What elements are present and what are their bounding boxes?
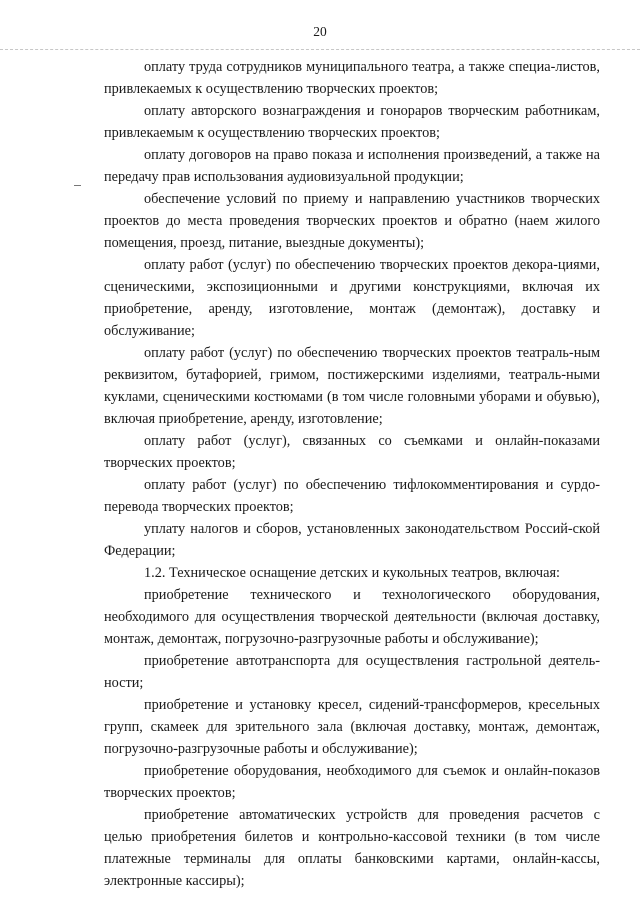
paragraph: оплату договоров на право показа и исполнения произведений, а также на передачу прав использования аудиовизуальной продукции; xyxy=(104,147,600,185)
paragraph: обеспечение условий по приему и направлению участников творческих проектов до места проведения творческих проектов и обратно (наем жилого помещения, проезд, питание, выездные документы); xyxy=(104,191,600,251)
paragraph: приобретение автоматических устройств для проведения расчетов с целью приобретения билетов и контрольно-кассовой техники (в том числе платежные терминалы для оплаты банковскими картами, онлайн-кассы, электронные кассиры); xyxy=(104,807,600,889)
paragraph: оплату работ (услуг) по обеспечению творческих проектов театраль-ным реквизитом, бутафорией, гримом, постижерскими изделиями, театраль-ными куклами, сценическими костюмами (в том числе головными уборами и обувью), включая приобретение, аренду, изготовление; xyxy=(104,345,600,427)
paragraph: оплату работ (услуг) по обеспечению творческих проектов декора-циями, сценическими, экспозиционными и другими конструкциями, включая их приобретение, аренду, изготовление, монтаж (демонтаж), доставку и обслуживание; xyxy=(104,257,600,339)
paragraph: оплату работ (услуг) по обеспечению тифлокомментирования и сурдо-перевода творческих проектов; xyxy=(104,477,600,515)
paragraph: оплату работ (услуг), связанных со съемками и онлайн-показами творческих проектов; xyxy=(104,433,600,471)
paragraph: приобретение и установку кресел, сидений-трансформеров, кресельных групп, скамеек для зрительного зала (включая доставку, монтаж, демонтаж, погрузочно-разгрузочные работы и обслуживание); xyxy=(104,697,600,757)
section-heading-paragraph: 1.2. Техническое оснащение детских и кукольных театров, включая: xyxy=(144,565,560,581)
paragraph: приобретение автотранспорта для осуществления гастрольной деятель-ности; xyxy=(104,653,600,691)
page-number: 20 xyxy=(313,24,327,39)
document-body xyxy=(104,56,600,892)
paragraph: приобретение технического и технологического оборудования, необходимого для осуществления творческой деятельности (включая доставку, монтаж, демонтаж, погрузочно-разгрузочные работы и обслуживание); xyxy=(104,587,600,647)
paragraph: приобретение оборудования, необходимого для съемок и онлайн-показов творческих проектов; xyxy=(104,763,600,801)
paragraph: оплату труда сотрудников муниципального театра, а также специа-листов, привлекаемых к осуществлению творческих проектов; xyxy=(104,59,600,97)
paragraph: оплату авторского вознаграждения и гонораров творческим работникам, привлекаемым к осуществлению творческих проектов; xyxy=(104,103,600,141)
paragraph: уплату налогов и сборов, установленных законодательством Россий-ской Федерации; xyxy=(104,521,600,559)
scan-divider-line xyxy=(0,49,640,50)
scan-margin-mark xyxy=(74,185,81,186)
